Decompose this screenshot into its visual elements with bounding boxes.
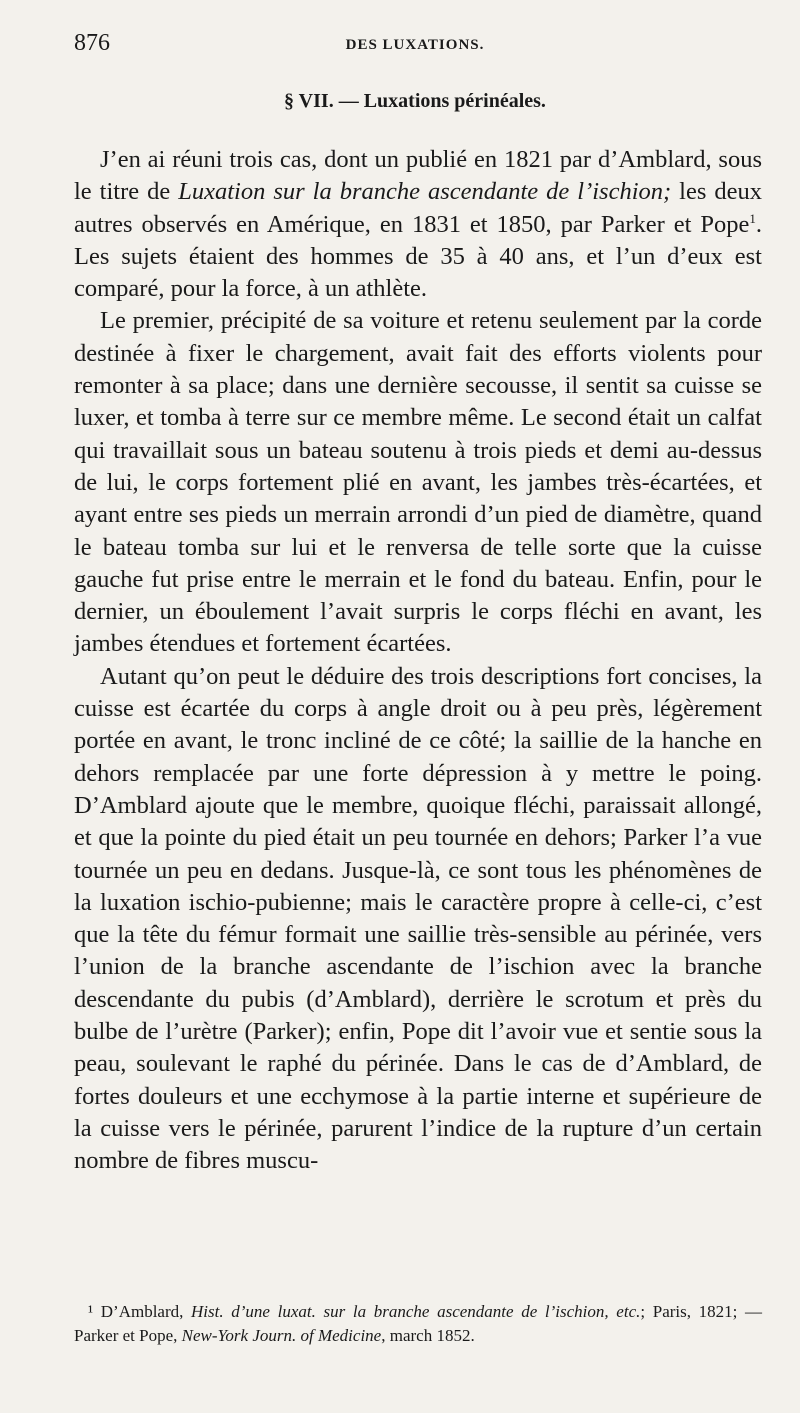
paragraph-2: Le premier, précipité de sa voiture et retenu seulement par la corde destinée à fixer le chargement, avait fait des efforts violents pour remonter à sa place; dans une dernière secousse, il sentit sa cuisse se luxer, et tomba à terre sur ce membre même. Le second était un calfat qui travaillait sous un bateau soutenu à trois pieds et demi au-dessus de lui, le corps fortement plié en avant, les jambes très-écartées, et ayant entre ses pieds un merrain arrondi d’un pied de diamètre, quand le bateau tomba sur lui et le renversa de telle sorte que la cuisse gauche fut prise entre le merrain et le fond du bateau. Enfin, pour le dernier, un éboulement l’avait surpris le corps fléchi en avant, les jambes étendues et fortement écartées.: [74, 307, 762, 658]
footnote-ref1-post: ; Paris, 1821; — Parker et Pope,: [74, 1302, 763, 1345]
paragraph-3: Autant qu’on peut le déduire des trois descriptions fort concises, la cuisse est écartée du corps à angle droit ou à peu près, légèrement portée en avant, le tronc incliné de ce côté; la saillie de la hanche en dehors remplacée par une forte dépression à y mettre le poing. D’Amblard ajoute que le membre, quoique fléchi, paraissait allongé, et que la pointe du pied était un peu tournée en dehors; Parker l’a vue tournée un peu en dedans. Jusque-là, ce sont tous les phénomènes de la luxation ischio-pubienne; mais le caractère propre à celle-ci, c’est que la tête du fémur formait une saillie très-sensible au périnée, vers l’union de la branche ascendante de l’ischion avec la branche descendante du pubis (d’Amblard), derrière le scrotum et près du bulbe de l’urètre (Parker); enfin, Pope dit l’avoir vue et sentie sous la peau, soulevant le raphé du périnée. Dans le cas de d’Amblard, de fortes douleurs et une ecchymose à la partie interne et supérieure de la cuisse vers le périnée, parurent l’indice de la rupture d’un certain nombre de fibres muscu-: [74, 662, 762, 1175]
body-text: [74, 144, 762, 1178]
paragraph-1-italic: Luxation sur la branche ascendante de l’ischion;: [178, 178, 672, 206]
footnote-ref2-title: New-York Journ. of Medicine: [181, 1326, 382, 1345]
page-number: 876: [74, 30, 110, 56]
footnote-author: D’Amblard,: [93, 1302, 192, 1321]
footnote-1: [74, 1300, 762, 1348]
paragraph-1-post: les deux autres observés en Amérique, en 1831 et 1850, par Parker et Pope: [74, 178, 763, 238]
footnotes: [74, 1300, 762, 1348]
paragraph-1: [74, 144, 762, 305]
footnote-ref: 1: [749, 210, 756, 226]
running-head: DES LUXATIONS.: [345, 37, 485, 53]
page-header: [74, 30, 756, 62]
paragraph-1-tail: . Les sujets étaient des hommes de 35 à 40 ans, et l’un d’eux est comparé, pour la force, à un athlète.: [74, 210, 762, 303]
footnote-marker: ¹: [88, 1302, 94, 1321]
section-title: § VII. — Luxations périnéales.: [284, 90, 546, 112]
footnote-ref2-post: , march 1852.: [381, 1326, 475, 1345]
footnote-ref1-title: Hist. d’une luxat. sur la branche ascendante de l’ischion, etc.: [191, 1302, 641, 1321]
paragraph-1-pre: J’en ai réuni trois cas, dont un publié en 1821 par d’Amblard, sous le titre de: [74, 146, 762, 206]
